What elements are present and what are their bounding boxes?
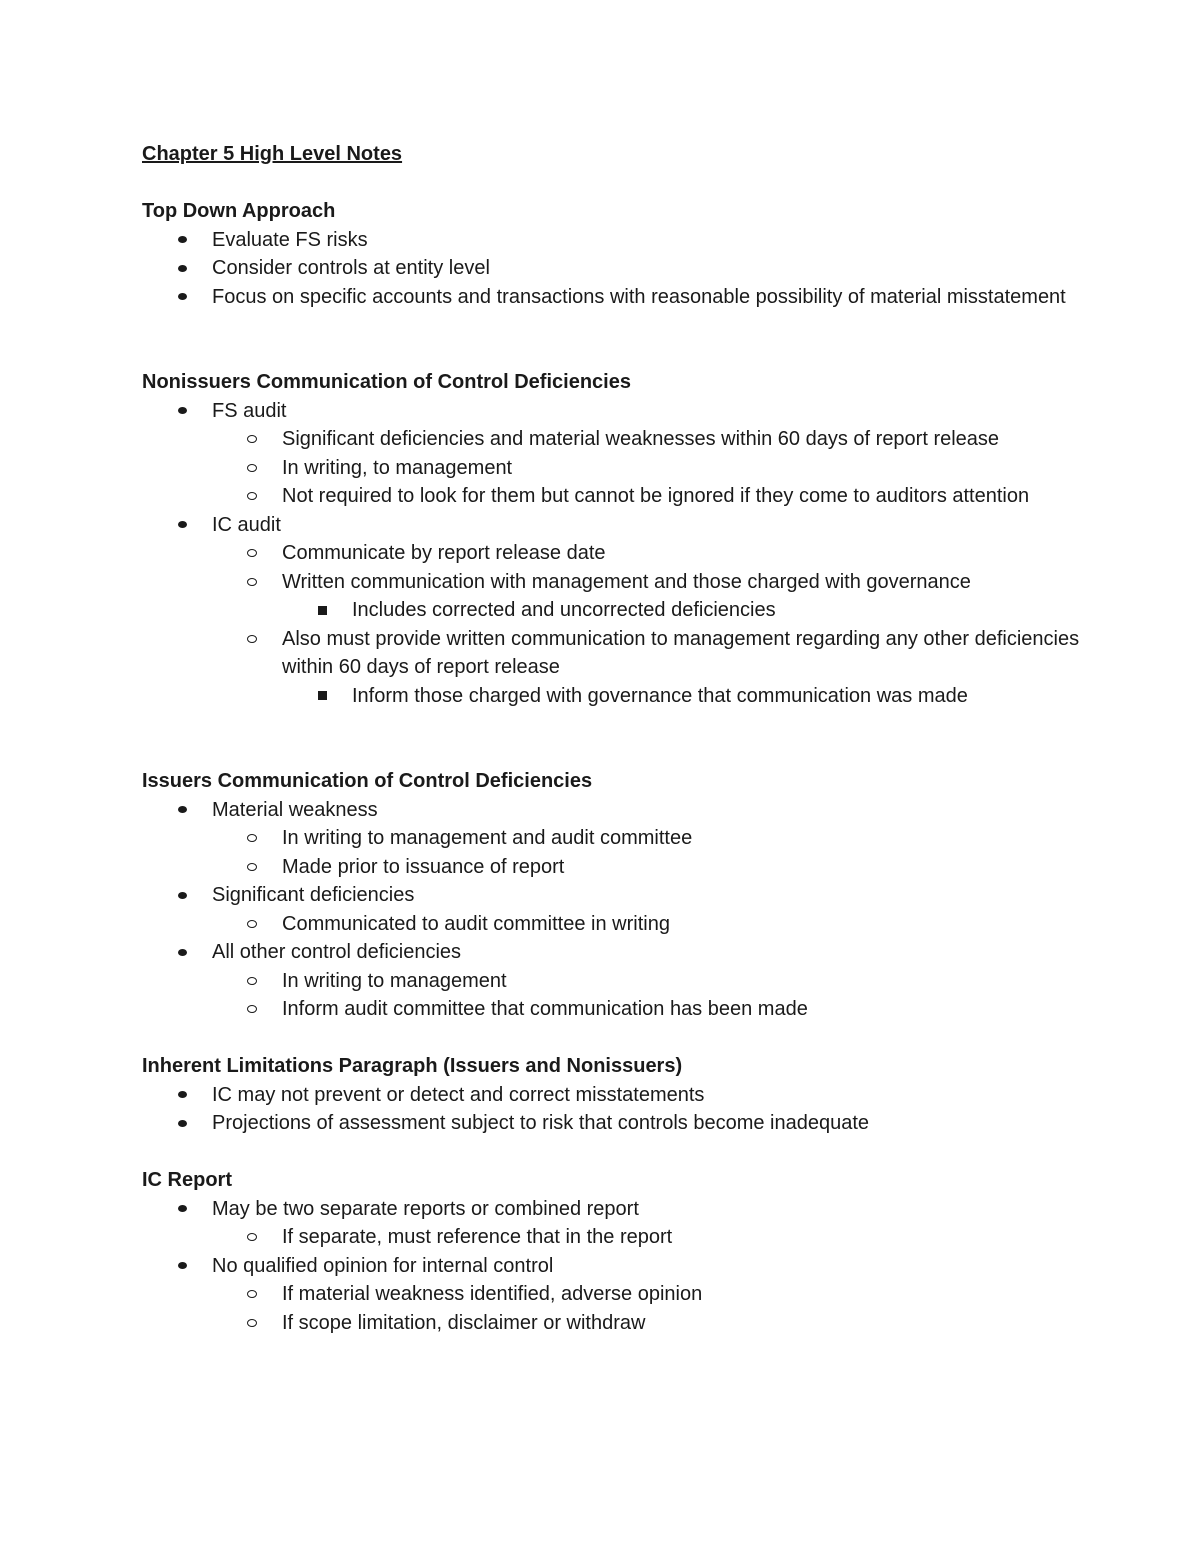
- list-item-text: IC may not prevent or detect and correct misstatements: [212, 1083, 705, 1106]
- list-item-text: Not required to look for them but cannot be ignored if they come to auditors attention: [282, 485, 1030, 507]
- bullet-dot-icon: [172, 796, 192, 825]
- list-item: [212, 482, 1082, 511]
- bullet-dot-icon: [172, 1252, 192, 1281]
- section-top-down-approach: [142, 197, 1082, 311]
- sub-bullet-list: [212, 824, 1082, 881]
- sub-sub-bullet-list: [282, 596, 1082, 625]
- list-item-text: Focus on specific accounts and transactions with reasonable possibility of material misstatement: [212, 285, 1066, 308]
- list-item: [212, 625, 1082, 711]
- list-item: [142, 511, 1082, 711]
- sub-bullet-list: [212, 967, 1082, 1024]
- list-item: [142, 283, 1082, 312]
- list-item: [142, 1081, 1082, 1110]
- bullet-list: [142, 1081, 1082, 1138]
- list-item: [212, 539, 1082, 568]
- bullet-list: [142, 226, 1082, 312]
- list-item-text: In writing to management and audit committee: [282, 827, 693, 849]
- section-heading: Nonissuers Communication of Control Deficiencies: [142, 371, 631, 393]
- bullet-circle-icon: [242, 482, 262, 511]
- list-item-text: Also must provide written communication to management regarding any other deficiencies within 60 days of report release: [282, 627, 1080, 678]
- bullet-dot-icon: [172, 254, 192, 283]
- list-item: [282, 682, 1082, 711]
- bullet-circle-icon: [242, 568, 262, 597]
- sub-bullet-list: [212, 539, 1082, 710]
- list-item: [142, 397, 1082, 511]
- list-item-text: All other control deficiencies: [212, 941, 462, 963]
- list-item: [142, 938, 1082, 1024]
- bullet-list: [142, 796, 1082, 1024]
- bullet-circle-icon: [242, 1223, 262, 1252]
- list-item-text: Material weakness: [212, 798, 378, 821]
- section-nonissuers-communication: [142, 368, 1082, 710]
- bullet-circle-icon: [242, 995, 262, 1024]
- bullet-circle-icon: [242, 625, 262, 654]
- list-item-text: Evaluate FS risks: [212, 228, 368, 251]
- section-heading: IC Report: [142, 1169, 232, 1191]
- list-item: [142, 254, 1082, 283]
- list-item-text: Significant deficiencies: [212, 884, 415, 906]
- bullet-square-icon: [312, 682, 332, 711]
- list-item: [212, 1309, 1082, 1338]
- sub-bullet-list: [212, 1280, 1082, 1337]
- list-item: [212, 425, 1082, 454]
- document-title: Chapter 5 High Level Notes: [142, 143, 403, 165]
- list-item: [142, 226, 1082, 255]
- list-item-text: Inform audit committee that communication has been made: [282, 998, 808, 1020]
- bullet-circle-icon: [242, 1309, 262, 1338]
- bullet-circle-icon: [242, 910, 262, 939]
- section-heading: Top Down Approach: [142, 200, 336, 222]
- section-issuers-communication: [142, 767, 1082, 1024]
- bullet-dot-icon: [172, 397, 192, 426]
- list-item-text: Significant deficiencies and material weaknesses within 60 days of report release: [282, 428, 1000, 450]
- bullet-circle-icon: [242, 853, 262, 882]
- list-item-text: Consider controls at entity level: [212, 257, 490, 279]
- list-item: [212, 967, 1082, 996]
- list-item: [142, 1195, 1082, 1252]
- list-item: [142, 1252, 1082, 1338]
- sub-bullet-list: [212, 1223, 1082, 1252]
- list-item: [282, 596, 1082, 625]
- list-item-text: In writing to management: [282, 969, 507, 992]
- list-item-text: If material weakness identified, adverse opinion: [282, 1283, 703, 1305]
- list-item: [212, 1280, 1082, 1309]
- list-item-text: If separate, must reference that in the report: [282, 1226, 673, 1248]
- bullet-dot-icon: [172, 226, 192, 255]
- sub-bullet-list: [212, 425, 1082, 511]
- list-item-text: IC audit: [212, 513, 281, 536]
- bullet-circle-icon: [242, 425, 262, 454]
- list-item: [212, 824, 1082, 853]
- bullet-dot-icon: [172, 1195, 192, 1224]
- list-item-text: Communicate by report release date: [282, 542, 606, 564]
- sub-bullet-list: [212, 910, 1082, 939]
- list-item-text: Made prior to issuance of report: [282, 855, 565, 878]
- bullet-square-icon: [312, 596, 332, 625]
- list-item-text: Includes corrected and uncorrected deficiencies: [352, 599, 776, 621]
- bullet-dot-icon: [172, 1081, 192, 1110]
- bullet-list: [142, 1195, 1082, 1338]
- list-item-text: No qualified opinion for internal control: [212, 1254, 554, 1277]
- bullet-list: [142, 397, 1082, 711]
- list-item-text: May be two separate reports or combined report: [212, 1197, 639, 1220]
- bullet-circle-icon: [242, 1280, 262, 1309]
- list-item: [212, 910, 1082, 939]
- bullet-dot-icon: [172, 511, 192, 540]
- bullet-circle-icon: [242, 539, 262, 568]
- list-item: [142, 796, 1082, 882]
- bullet-dot-icon: [172, 283, 192, 312]
- bullet-circle-icon: [242, 824, 262, 853]
- list-item-text: Communicated to audit committee in writing: [282, 912, 670, 935]
- bullet-dot-icon: [172, 938, 192, 967]
- bullet-circle-icon: [242, 454, 262, 483]
- list-item-text: Inform those charged with governance that communication was made: [352, 684, 968, 707]
- sub-sub-bullet-list: [282, 682, 1082, 711]
- list-item: [212, 1223, 1082, 1252]
- section-ic-report: [142, 1166, 1082, 1337]
- list-item-text: If scope limitation, disclaimer or withdraw: [282, 1311, 646, 1334]
- list-item: [212, 568, 1082, 625]
- list-item-text: Written communication with management and those charged with governance: [282, 570, 971, 593]
- list-item: [212, 995, 1082, 1024]
- list-item-text: FS audit: [212, 399, 287, 422]
- bullet-dot-icon: [172, 881, 192, 910]
- list-item: [142, 881, 1082, 938]
- section-heading: Issuers Communication of Control Deficiencies: [142, 770, 593, 792]
- list-item-text: In writing, to management: [282, 456, 513, 479]
- bullet-circle-icon: [242, 967, 262, 996]
- list-item: [212, 454, 1082, 483]
- section-inherent-limitations: [142, 1052, 1082, 1138]
- bullet-dot-icon: [172, 1109, 192, 1138]
- list-item: [142, 1109, 1082, 1138]
- list-item: [212, 853, 1082, 882]
- list-item-text: Projections of assessment subject to risk that controls become inadequate: [212, 1112, 870, 1134]
- section-heading: Inherent Limitations Paragraph (Issuers and Nonissuers): [142, 1055, 683, 1077]
